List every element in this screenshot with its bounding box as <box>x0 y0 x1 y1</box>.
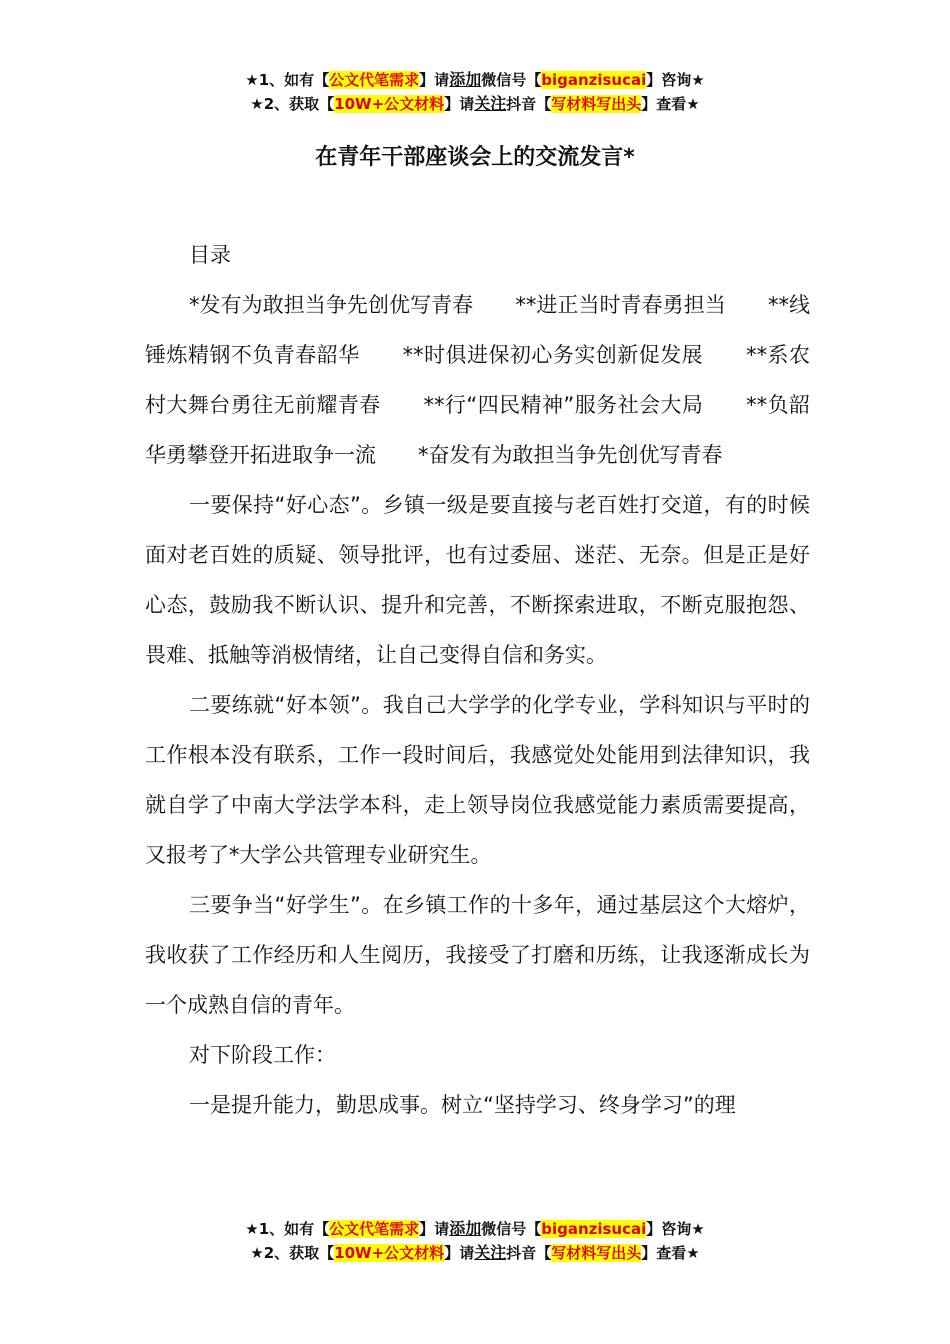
ad-line-1-mid: 】请 <box>419 71 450 89</box>
footer-ad-highlight-wechat-id: biganzisucai <box>541 1220 647 1238</box>
header-ad-banner <box>0 68 950 116</box>
ad-highlight-douyin-account: 写材料写出头 <box>551 95 642 113</box>
footer-ad-line-2-prefix: ★2、获取【 <box>250 1244 335 1262</box>
ad-line-1 <box>0 68 950 92</box>
document-title: 在青年干部座谈会上的交流发言* <box>315 145 635 170</box>
footer-ad-line-2-mid2: 抖音【 <box>506 1244 552 1262</box>
paragraph-3: 三要争当“好学生”。在乡镇工作的十多年，通过基层这个大熔炉，我收获了工作经历和人生阅历，我接受了打磨和历练，让我逐渐成长为一个成熟自信的青年。 <box>145 893 810 1017</box>
paragraph-5: 一是提升能力，勤思成事。树立“坚持学习、终身学习”的理 <box>189 1093 736 1117</box>
footer-ad-line-1-mid2: 微信号【 <box>481 1220 542 1238</box>
footer-ad-line-1 <box>0 1217 950 1241</box>
ad-highlight-materials: 10W+公文材料 <box>334 95 445 113</box>
footer-ad-line-2-suffix: 】查看★ <box>641 1244 700 1262</box>
ad-line-2-prefix: ★2、获取【 <box>250 95 335 113</box>
ad-line-1-prefix: ★1、如有【 <box>245 71 330 89</box>
ad-line-2-mid: 】请 <box>444 95 475 113</box>
ad-line-1-suffix: 】咨询★ <box>646 71 705 89</box>
ad-line-2-suffix: 】查看★ <box>641 95 700 113</box>
footer-ad-line-1-suffix: 】咨询★ <box>646 1220 705 1238</box>
ad-emphasis-add: 添加 <box>449 70 482 89</box>
paragraph-2: 二要练就“好本领”。我自己大学学的化学专业，学科知识与平时的工作根本没有联系，工作一段时间后，我感觉处处能用到法律知识，我就自学了中南大学法学本科，走上领导岗位我感觉能力素质需要提高，又报考了*大学公共管理专业研究生。 <box>145 693 810 867</box>
footer-ad-emphasis-add: 添加 <box>449 1219 482 1238</box>
document-body <box>145 230 810 1130</box>
toc-list: *发有为敢担当争先创优写青春 **进正当时青春勇担当 **线锤炼精钢不负青春韶华 **时俱进保初心务实创新促发展 **系农村大舞台勇往无前耀青春 **行“四民精神”服务社会大局 **负韶华勇攀登开拓进取争一流 *奋发有为敢担当争先创优写青春 <box>145 293 810 467</box>
paragraph-1: 一要保持“好心态”。乡镇一级是要直接与老百姓打交道，有的时候面对老百姓的质疑、领导批评，也有过委屈、迷茫、无奈。但是正是好心态，鼓励我不断认识、提升和完善，不断探索进取，不断克服抱怨、畏难、抵触等消极情绪，让自己变得自信和务实。 <box>145 493 810 667</box>
ad-line-2-mid2: 抖音【 <box>506 95 552 113</box>
ad-highlight-service: 公文代笔需求 <box>329 71 420 89</box>
ad-emphasis-follow: 关注 <box>474 94 507 113</box>
ad-line-2 <box>0 92 950 116</box>
ad-line-1-mid2: 微信号【 <box>481 71 542 89</box>
footer-ad-line-1-prefix: ★1、如有【 <box>245 1220 330 1238</box>
toc-heading: 目录 <box>189 243 231 267</box>
footer-ad-line-2-mid: 】请 <box>444 1244 475 1262</box>
footer-ad-banner <box>0 1217 950 1265</box>
footer-ad-highlight-materials: 10W+公文材料 <box>334 1244 445 1262</box>
paragraph-4: 对下阶段工作： <box>189 1043 336 1067</box>
ad-highlight-wechat-id: biganzisucai <box>541 71 647 89</box>
footer-ad-line-2 <box>0 1241 950 1265</box>
footer-ad-line-1-mid: 】请 <box>419 1220 450 1238</box>
footer-ad-highlight-service: 公文代笔需求 <box>329 1220 420 1238</box>
footer-ad-emphasis-follow: 关注 <box>474 1243 507 1262</box>
footer-ad-highlight-douyin-account: 写材料写出头 <box>551 1244 642 1262</box>
